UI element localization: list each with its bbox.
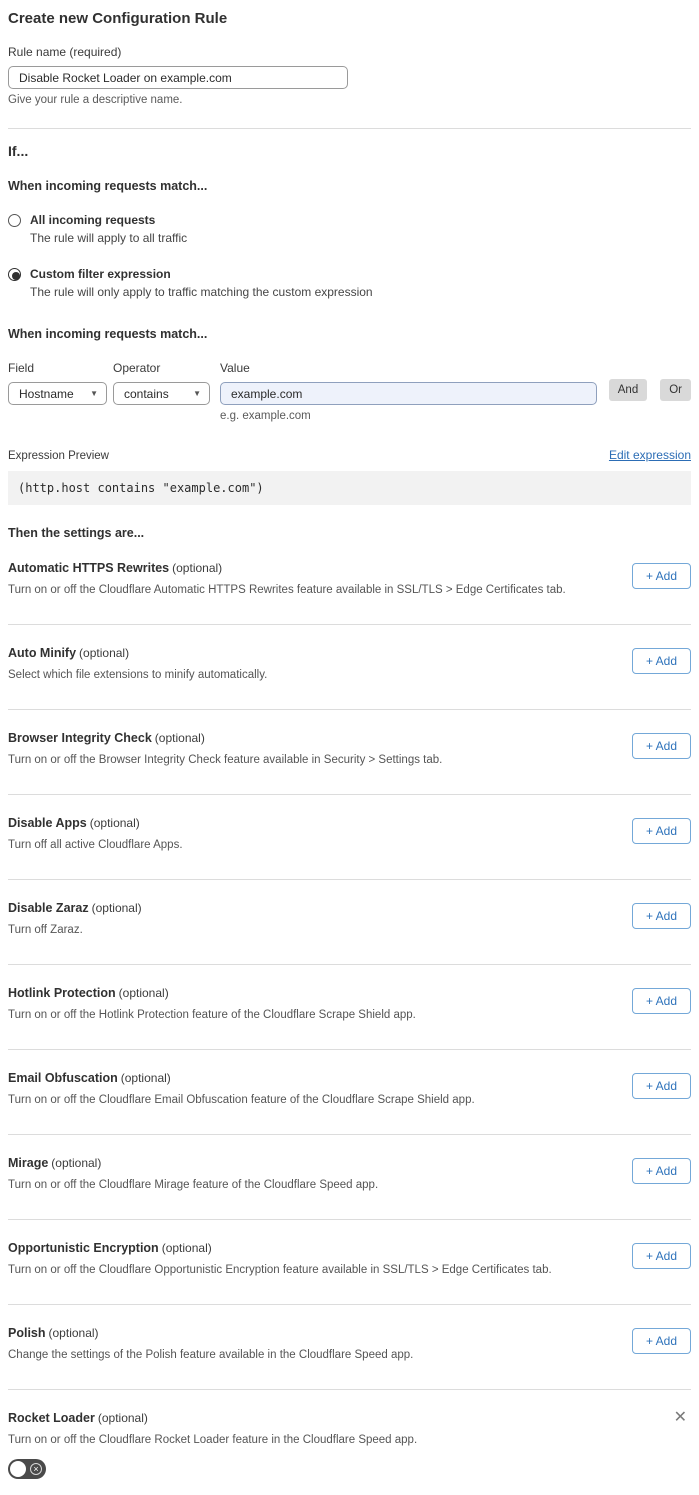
rocket-loader-name: Rocket Loader (optional): [8, 1411, 148, 1425]
setting-description: Turn on or off the Cloudflare Opportunistic Encryption feature available in SSL/TLS > Edge Certificates tab.: [8, 1264, 552, 1276]
radio-custom-filter-expression[interactable]: [8, 267, 691, 299]
add-setting-button[interactable]: + Add: [632, 818, 691, 844]
optional-tag: (optional): [51, 1156, 102, 1170]
setting-description: Turn on or off the Hotlink Protection feature of the Cloudflare Scrape Shield app.: [8, 1009, 416, 1021]
operator-label: Operator: [113, 361, 161, 375]
radio-button[interactable]: [8, 268, 21, 281]
radio-button[interactable]: [8, 214, 21, 227]
rule-name-input[interactable]: [8, 66, 348, 89]
setting-description: Change the settings of the Polish feature available in the Cloudflare Speed app.: [8, 1349, 414, 1361]
value-input[interactable]: [220, 382, 597, 405]
setting-name: Opportunistic Encryption (optional): [8, 1241, 212, 1255]
rocket-loader-section: [8, 1390, 691, 1479]
setting-row: [8, 1305, 691, 1390]
setting-name: Auto Minify (optional): [8, 646, 130, 660]
rocket-loader-description: Turn on or off the Cloudflare Rocket Loader feature in the Cloudflare Speed app.: [8, 1434, 418, 1446]
add-setting-button[interactable]: + Add: [632, 1328, 691, 1354]
setting-row: [8, 625, 691, 710]
setting-name: Disable Apps (optional): [8, 816, 140, 830]
value-helper: e.g. example.com: [220, 410, 311, 422]
optional-tag: (optional): [161, 1241, 212, 1255]
close-icon[interactable]: ✕: [673, 1409, 687, 1426]
setting-row: [8, 1135, 691, 1220]
optional-tag: (optional): [97, 1411, 148, 1425]
setting-name: Polish (optional): [8, 1326, 99, 1340]
setting-description: Turn on or off the Cloudflare Email Obfuscation feature of the Cloudflare Scrape Shield app.: [8, 1094, 475, 1106]
optional-tag: (optional): [89, 816, 140, 830]
setting-description: Turn off all active Cloudflare Apps.: [8, 839, 183, 851]
expression-builder-row: [8, 361, 691, 422]
setting-description: Turn on or off the Cloudflare Mirage feature of the Cloudflare Speed app.: [8, 1179, 379, 1191]
setting-row: [8, 1220, 691, 1305]
rule-name-helper: Give your rule a descriptive name.: [8, 94, 183, 106]
radio-description: The rule will only apply to traffic matching the custom expression: [30, 285, 373, 299]
setting-name: Email Obfuscation (optional): [8, 1071, 171, 1085]
value-label: Value: [220, 361, 250, 375]
setting-row: [8, 795, 691, 880]
operator-select[interactable]: [113, 382, 210, 405]
setting-name: Browser Integrity Check (optional): [8, 731, 205, 745]
setting-name: Hotlink Protection (optional): [8, 986, 169, 1000]
page-title: Create new Configuration Rule: [8, 10, 228, 27]
setting-row: [8, 710, 691, 795]
rule-name-label: Rule name (required): [8, 45, 122, 59]
setting-description: Select which file extensions to minify automatically.: [8, 669, 268, 681]
field-select[interactable]: [8, 382, 107, 405]
add-setting-button[interactable]: + Add: [632, 733, 691, 759]
add-setting-button[interactable]: + Add: [632, 903, 691, 929]
add-setting-button[interactable]: + Add: [632, 563, 691, 589]
settings-heading: Then the settings are...: [8, 526, 145, 540]
expression-preview-label: Expression Preview: [8, 450, 109, 462]
expression-preview-code: (http.host contains "example.com"): [8, 471, 691, 505]
optional-tag: (optional): [172, 561, 223, 575]
rule-name-section: [8, 45, 691, 106]
match-heading: When incoming requests match...: [8, 179, 208, 193]
settings-list: [8, 540, 691, 1390]
toggle-off-icon: ×: [30, 1463, 42, 1475]
add-setting-button[interactable]: + Add: [632, 988, 691, 1014]
setting-description: Turn on or off the Browser Integrity Check feature available in Security > Settings tab.: [8, 754, 443, 766]
setting-row: [8, 880, 691, 965]
radio-label: All incoming requests: [30, 213, 156, 227]
rocket-loader-toggle[interactable]: [8, 1459, 46, 1479]
field-select-value: Hostname: [19, 386, 74, 401]
builder-heading: When incoming requests match...: [8, 327, 208, 341]
edit-expression-link[interactable]: Edit expression: [608, 448, 691, 462]
optional-tag: (optional): [118, 986, 169, 1000]
field-label: Field: [8, 361, 35, 375]
add-setting-button[interactable]: + Add: [632, 648, 691, 674]
chevron-down-icon: ▼: [90, 389, 98, 398]
add-setting-button[interactable]: + Add: [632, 1243, 691, 1269]
setting-description: Turn off Zaraz.: [8, 924, 83, 936]
optional-tag: (optional): [120, 1071, 171, 1085]
section-divider: [8, 128, 691, 129]
setting-row: [8, 1050, 691, 1135]
setting-row: [8, 540, 691, 625]
and-button[interactable]: And: [609, 379, 647, 401]
optional-tag: (optional): [91, 901, 142, 915]
or-button[interactable]: Or: [660, 379, 691, 401]
radio-all-incoming-requests[interactable]: [8, 213, 691, 245]
optional-tag: (optional): [79, 646, 130, 660]
setting-name: Disable Zaraz (optional): [8, 901, 142, 915]
setting-description: Turn on or off the Cloudflare Automatic HTTPS Rewrites feature available in SSL/TLS > Edge Certificates tab.: [8, 584, 566, 596]
radio-description: The rule will apply to all traffic: [30, 231, 188, 245]
setting-row: [8, 965, 691, 1050]
setting-name: Mirage (optional): [8, 1156, 102, 1170]
chevron-down-icon: ▼: [193, 389, 201, 398]
setting-name: Automatic HTTPS Rewrites (optional): [8, 561, 223, 575]
optional-tag: (optional): [48, 1326, 99, 1340]
toggle-knob: [10, 1461, 26, 1477]
operator-select-value: contains: [124, 386, 169, 401]
add-setting-button[interactable]: + Add: [632, 1158, 691, 1184]
add-setting-button[interactable]: + Add: [632, 1073, 691, 1099]
optional-tag: (optional): [154, 731, 205, 745]
radio-label: Custom filter expression: [30, 267, 171, 281]
if-heading: If...: [8, 143, 29, 159]
